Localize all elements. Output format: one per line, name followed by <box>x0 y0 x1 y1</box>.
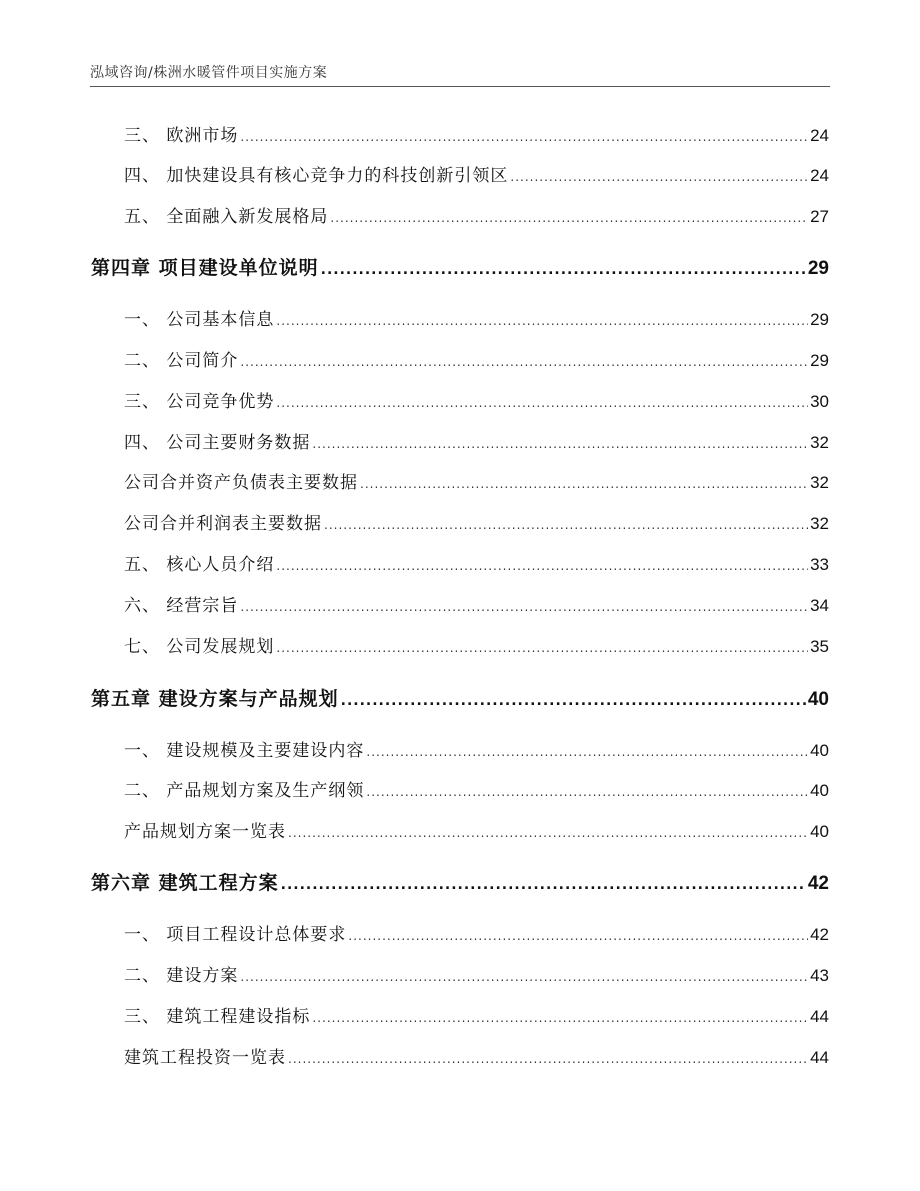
toc-leader-dots <box>240 593 808 621</box>
toc-entry-construction-scale[interactable] <box>124 737 829 765</box>
toc-entry-construction-plan[interactable] <box>124 962 829 990</box>
toc-entry-business-purpose[interactable] <box>124 592 829 620</box>
toc-entry-product-plan[interactable] <box>124 777 829 805</box>
toc-entry-label: 三、 公司竞争优势 <box>124 392 275 412</box>
toc-entry-label: 一、 项目工程设计总体要求 <box>124 925 347 945</box>
toc-entry-label: 五、 全面融入新发展格局 <box>124 207 329 227</box>
toc-entry-page: 24 <box>810 126 829 145</box>
toc-chapter-page: 40 <box>807 689 829 710</box>
toc-entry-label: 公司合并资产负债表主要数据 <box>124 473 358 493</box>
toc-leader-dots <box>240 348 808 376</box>
toc-leader-dots <box>288 819 808 847</box>
toc-entry-label: 一、 公司基本信息 <box>124 310 275 330</box>
toc-entry-europe-market[interactable] <box>124 122 829 150</box>
toc-entry-page: 43 <box>810 966 829 985</box>
toc-chapter-6[interactable] <box>91 869 829 897</box>
toc-entry-label: 二、 建设方案 <box>124 966 239 986</box>
toc-entry-company-profile[interactable] <box>124 347 829 375</box>
toc-entry-page: 33 <box>810 555 829 574</box>
toc-entry-label: 三、 欧洲市场 <box>124 126 239 146</box>
toc-entry-label: 四、 公司主要财务数据 <box>124 433 311 453</box>
toc-leader-dots <box>330 204 808 232</box>
toc-leader-dots <box>276 552 808 580</box>
toc-entry-label: 建筑工程投资一览表 <box>124 1048 286 1068</box>
toc-entry-new-pattern[interactable] <box>124 203 829 231</box>
toc-entry-page: 32 <box>810 433 829 452</box>
toc-entry-page: 40 <box>810 822 829 841</box>
toc-entry-label: 公司合并利润表主要数据 <box>124 514 322 534</box>
toc-leader-dots <box>276 389 808 417</box>
toc-entry-page: 42 <box>810 925 829 944</box>
toc-entry-competitive-advantage[interactable] <box>124 388 829 416</box>
toc-entry-label: 产品规划方案一览表 <box>124 822 286 842</box>
toc-leader-dots <box>312 430 808 458</box>
toc-entry-page: 34 <box>810 596 829 615</box>
toc-entry-page: 29 <box>810 310 829 329</box>
toc-entry-key-personnel[interactable] <box>124 551 829 579</box>
toc-leader-dots <box>240 123 808 151</box>
toc-entry-design-requirements[interactable] <box>124 921 829 949</box>
toc-chapter-label: 第六章 建筑工程方案 <box>91 872 279 894</box>
toc-leader-dots <box>281 871 806 899</box>
toc-entry-page: 27 <box>810 207 829 226</box>
toc-entry-product-plan-table[interactable] <box>124 818 829 846</box>
toc-entry-page: 24 <box>810 166 829 185</box>
toc-entry-financial-data[interactable] <box>124 429 829 457</box>
toc-entry-label: 三、 建筑工程建设指标 <box>124 1007 311 1027</box>
toc-entry-innovation-zone[interactable] <box>124 162 829 190</box>
toc-leader-dots <box>288 1045 808 1073</box>
toc-entry-construction-indicators[interactable] <box>124 1003 829 1031</box>
toc-chapter-5[interactable] <box>91 685 829 713</box>
toc-chapter-page: 29 <box>807 258 829 279</box>
toc-entry-company-basic-info[interactable] <box>124 306 829 334</box>
toc-entry-label: 四、 加快建设具有核心竞争力的科技创新引领区 <box>124 166 509 186</box>
toc-leader-dots <box>360 470 808 498</box>
toc-leader-dots <box>510 163 808 191</box>
toc-entry-label: 六、 经营宗旨 <box>124 596 239 616</box>
toc-leader-dots <box>366 738 808 766</box>
toc-chapter-4[interactable] <box>91 254 829 282</box>
toc-chapter-page: 42 <box>807 873 829 894</box>
toc-leader-dots <box>276 307 808 335</box>
toc-entry-label: 七、 公司发展规划 <box>124 637 275 657</box>
toc-entry-development-plan[interactable] <box>124 633 829 661</box>
toc-leader-dots <box>276 634 808 662</box>
running-header: 泓域咨询/株洲水暖管件项目实施方案 <box>90 65 328 81</box>
toc-entry-page: 30 <box>810 392 829 411</box>
toc-leader-dots <box>324 511 808 539</box>
toc-entry-label: 五、 核心人员介绍 <box>124 555 275 575</box>
toc-entry-page: 32 <box>810 473 829 492</box>
toc-leader-dots <box>366 778 808 806</box>
toc-leader-dots <box>348 922 808 950</box>
toc-leader-dots <box>312 1004 808 1032</box>
toc-entry-page: 32 <box>810 514 829 533</box>
toc-entry-label: 二、 公司简介 <box>124 351 239 371</box>
toc-entry-page: 40 <box>810 741 829 760</box>
toc-chapter-label: 第五章 建设方案与产品规划 <box>91 688 339 710</box>
toc-chapter-label: 第四章 项目建设单位说明 <box>91 257 319 279</box>
toc-leader-dots <box>321 256 806 284</box>
toc-entry-label: 二、 产品规划方案及生产纲领 <box>124 781 365 801</box>
toc-entry-income-statement[interactable] <box>124 510 829 538</box>
toc-entry-page: 35 <box>810 637 829 656</box>
toc-entry-balance-sheet[interactable] <box>124 469 829 497</box>
toc-entry-page: 40 <box>810 781 829 800</box>
toc-entry-investment-table[interactable] <box>124 1044 829 1072</box>
toc-entry-label: 一、 建设规模及主要建设内容 <box>124 741 365 761</box>
toc-entry-page: 29 <box>810 351 829 370</box>
toc-leader-dots <box>341 687 806 715</box>
toc-leader-dots <box>240 963 808 991</box>
toc-entry-page: 44 <box>810 1007 829 1026</box>
toc-entry-page: 44 <box>810 1048 829 1067</box>
